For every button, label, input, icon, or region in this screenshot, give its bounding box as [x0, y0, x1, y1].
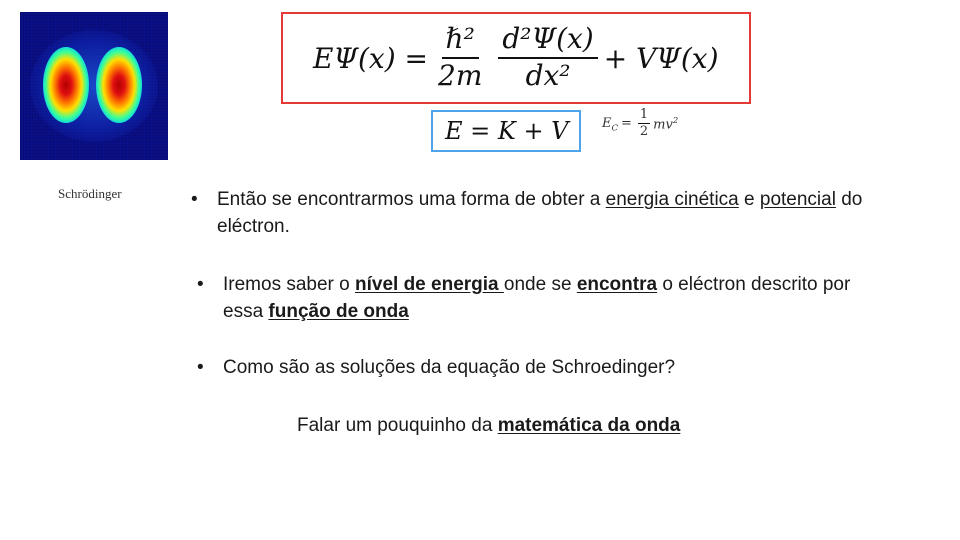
hbar-fraction — [434, 24, 486, 92]
kinetic-lhs: $E_C$ — [602, 115, 618, 133]
half-fraction — [638, 108, 650, 140]
term-kinetic-energy: energia cinética — [605, 189, 739, 210]
hbar-denominator: 2m — [438, 59, 483, 92]
term-energy-level: nível de energia — [355, 274, 504, 295]
orbital-density-image — [20, 12, 168, 160]
half-denominator: 2 — [639, 124, 649, 140]
closing-line: Falar um pouquinho da matemática da onda — [297, 415, 681, 436]
kinetic-equals: = — [620, 116, 632, 132]
kinetic-rhs: $mv^2$ — [653, 115, 679, 133]
derivative-numerator: d²Ψ(x) — [498, 24, 597, 59]
total-energy-equation-box — [431, 110, 581, 152]
equation-lhs: EΨ(x) = — [313, 41, 428, 75]
derivative-fraction — [498, 24, 597, 92]
term-wave-math: matemática da onda — [497, 415, 681, 436]
image-caption: Schrödinger — [58, 186, 122, 201]
term-encontra: encontra — [576, 274, 658, 295]
equation-rhs: + VΨ(x) — [603, 41, 719, 75]
schrodinger-equation-box — [281, 12, 751, 104]
half-numerator: 1 — [638, 108, 650, 124]
total-energy-equation: E = K + V — [445, 117, 569, 145]
hbar-numerator: ℏ² — [442, 24, 479, 59]
orbital-right-lobe — [96, 47, 142, 123]
bullet-marker: • — [197, 357, 204, 378]
bullet-marker: • — [197, 274, 204, 295]
kinetic-energy-formula — [602, 108, 678, 140]
bullet-energy-level: • Iremos saber o nível de energia onde se encontra o eléctron descrito por essa função de onda — [197, 271, 863, 325]
bullet-solutions-question: • Como são as soluções da equação de Schroedinger? — [197, 354, 863, 381]
term-potential: potencial — [759, 189, 836, 210]
bullet-marker: • — [191, 189, 198, 210]
orbital-left-lobe — [43, 47, 89, 123]
bullet-kinetic-potential: • Então se encontrarmos uma forma de obter a energia cinética e potencial do eléctron. — [191, 186, 877, 240]
derivative-denominator: dx² — [525, 59, 571, 92]
term-wave-function: função de onda — [268, 301, 409, 322]
